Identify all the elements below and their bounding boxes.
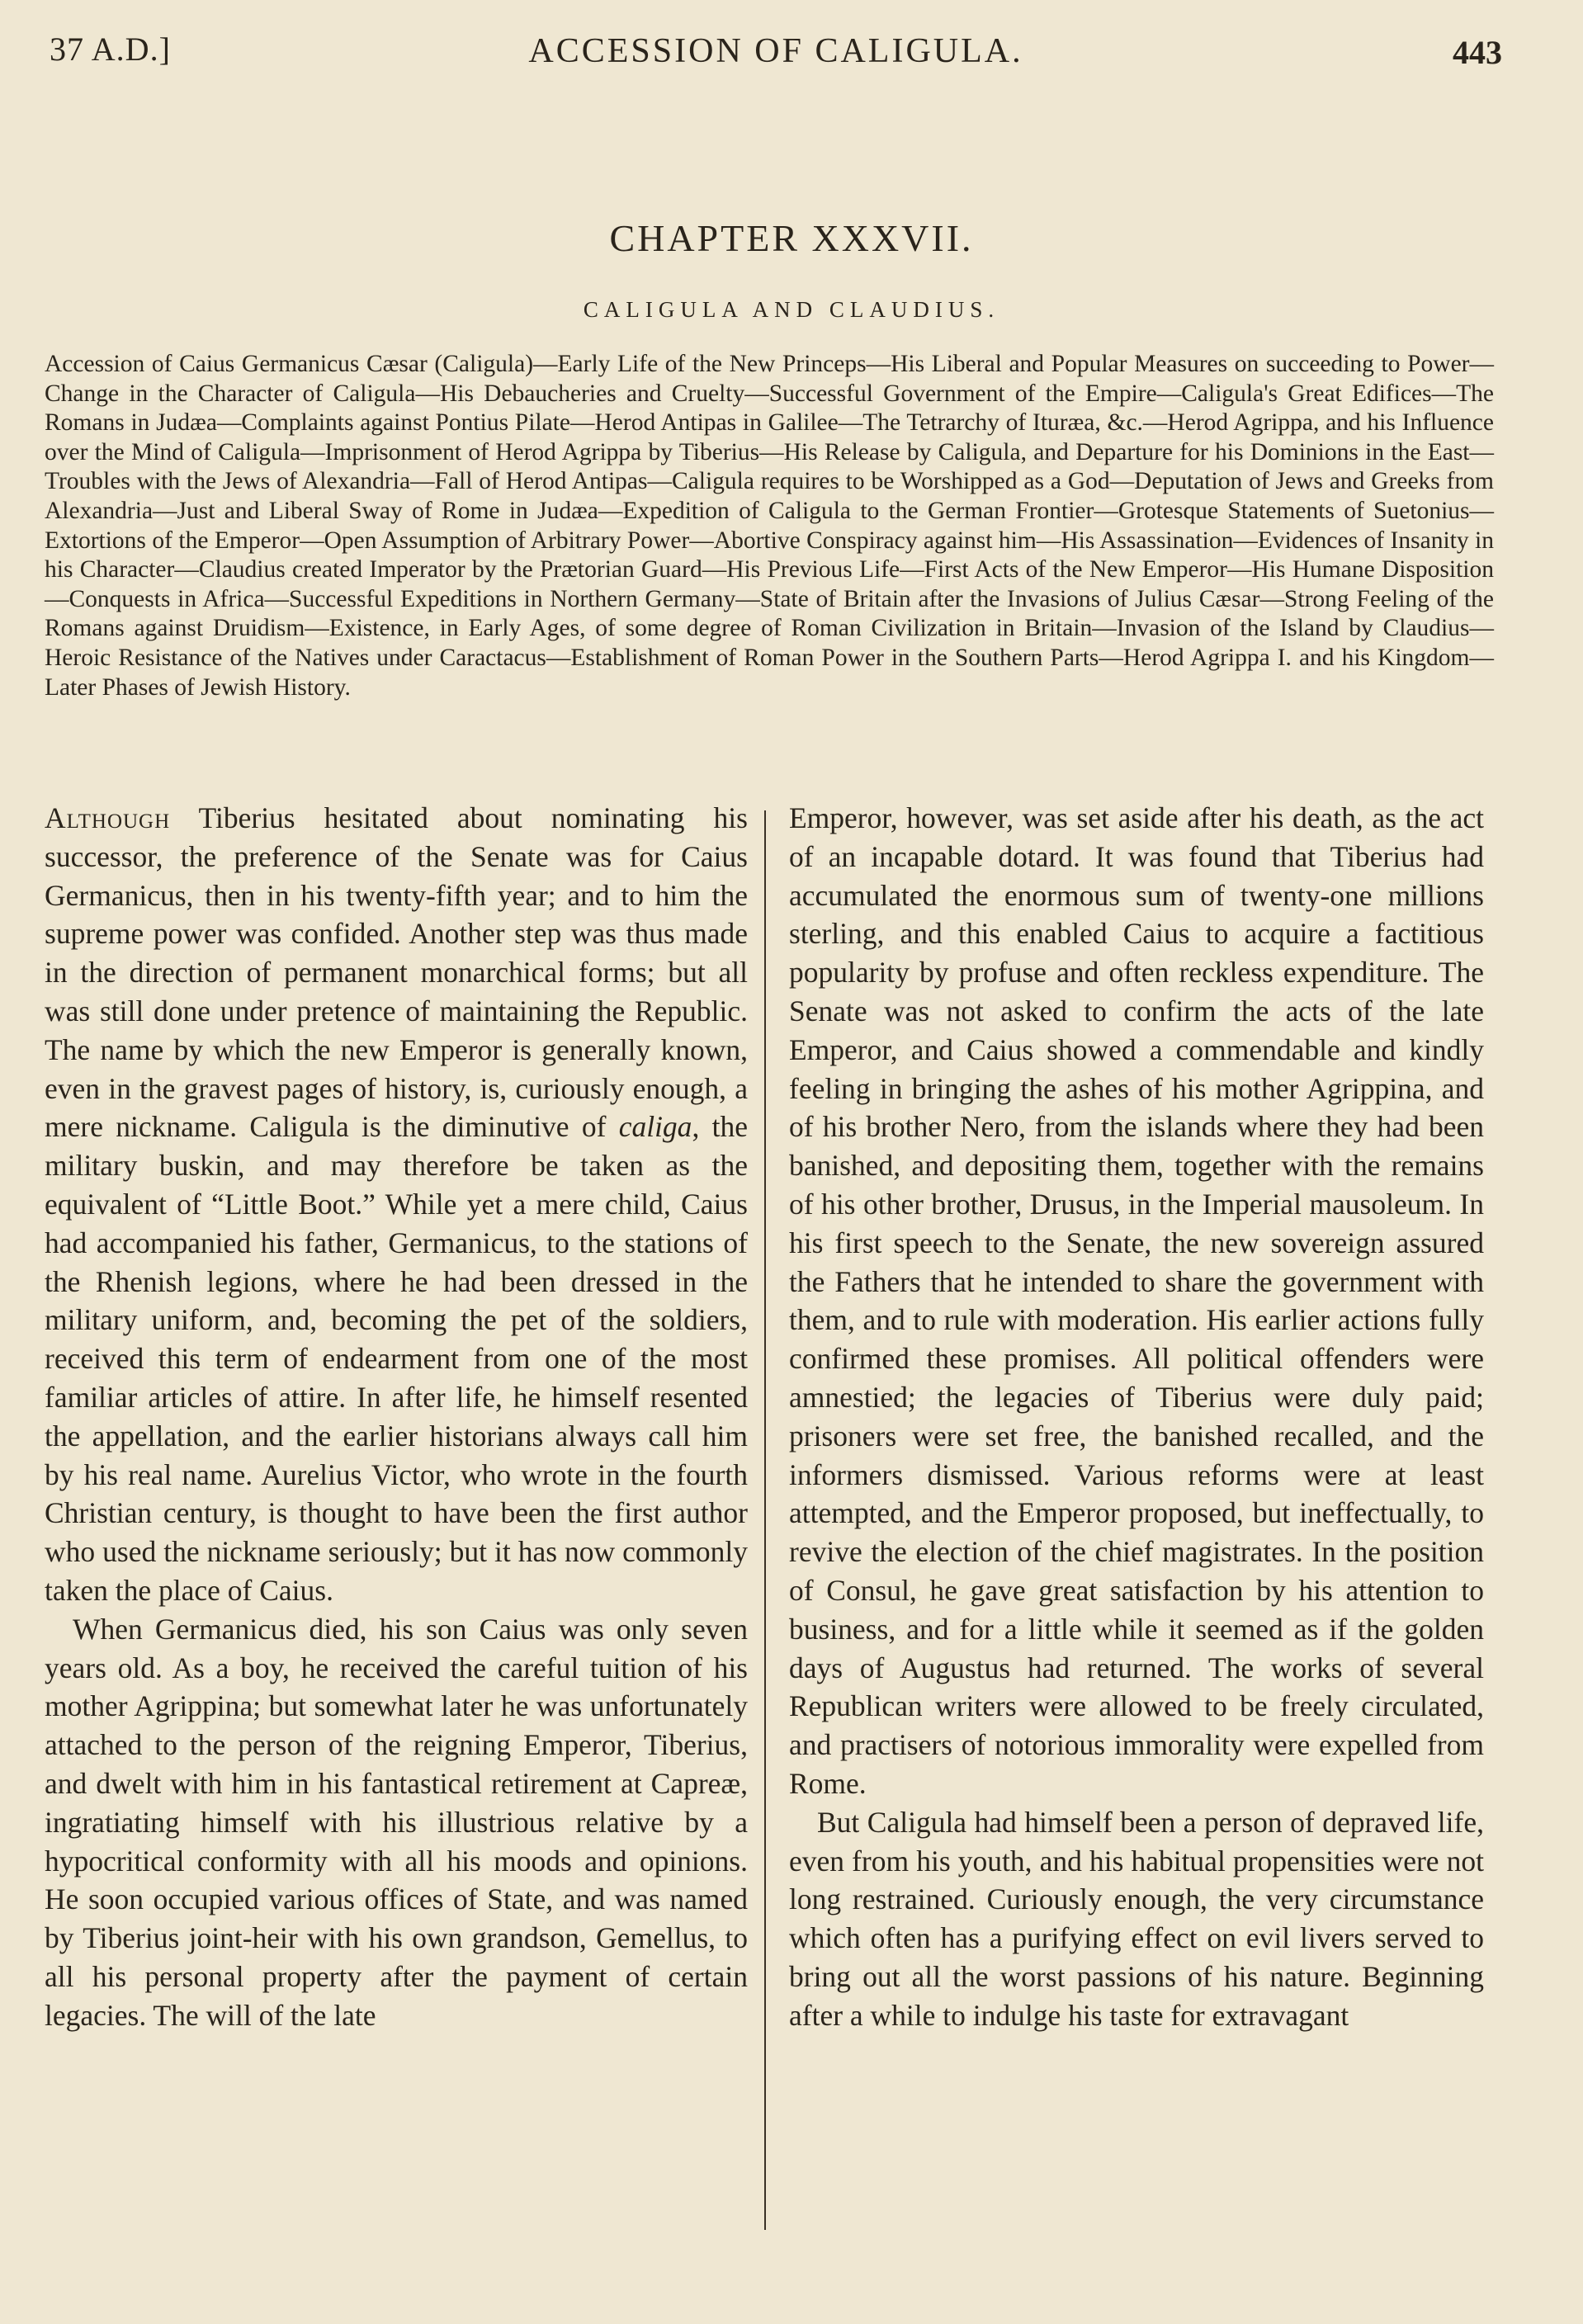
chapter-title: CHAPTER XXXVII. [609,217,974,259]
year-marker: 37 A.D.] [50,31,171,68]
paragraph: But Caligula had himself been a person of depraved life, even from his youth, and his habitual propensities were not long restrained. Curiously enough, the very circumstance which often has a purifying effect on evil livers served to bring out all the worst passions of his nature. Beginning after a while to indulge his taste for extravagant [789,1805,1484,2032]
chapter-synopsis: Accession of Caius Germanicus Cæsar (Caligula)—Early Life of the New Princeps—His Liberal and Popular Measures on succeeding to Power—Change in the Character of Caligula—His Debaucheries and Cruelty—Successful Government of the Empire—Caligula's Great Edifices—The Romans in Judæa—Complaints against Pontius Pilate—Herod Antipas in Galilee—The Tetrarchy of Ituræa, &c.—Herod Agrippa, and his Influence over the Mind of Caligula—Imprisonment of Herod Agrippa by Tiberius—His Release by Caligula, and Departure for his Dominions in the East—Troubles with the Jews of Alexandria—Fall of Herod Antipas—Caligula requires to be Worshipped as a God—Deputation of Jews and Greeks from Alexandria—Just and Liberal Sway of Rome in Judæa—Expedition of Caligula to the German Frontier—Grotesque Statements of Suetonius—Extortions of the Emperor—Open Assumption of Arbitrary Power—Abortive Conspiracy against him—His Assassination—Evidences of Insanity in his Character—Claudius created Imperator by the Prætorian Guard—His Previous Life—First Acts of the New Emperor—His Humane Disposition—Conquests in Africa—Successful Expeditions in Northern Germany—State of Britain after the Invasions of Julius Cæsar—Strong Feeling of the Romans against Druidism—Existence, in Early Ages, of some degree of Roman Civilization in Britain—Invasion of the Island by Claudius—Heroic Resistance of the Natives under Caractacus—Establishment of Roman Power in the Southern Parts—Herod Agrippa I. and his Kingdom—Later Phases of Jewish History. [45,351,1494,701]
paragraph: Emperor, however, was set aside after his death, as the act of an incapable dotard. It was found that Tiberius had accumulated the enormous sum of twenty-one millions sterling, and this enabled Caius to acquire a factitious popularity by profuse and often reckless expenditure. The Senate was not asked to confirm the acts of the late Emperor, and Caius showed a commendable and kindly feeling in bringing the ashes of his mother Agrippina, and of his brother Nero, from the islands where they had been banished, and depositing them, together with the remains of his other brother, Drusus, in the Imperial mausoleum. In his first speech to the Senate, the new sovereign assured the Fathers that he intended to share the government with them, and to rule with moderation. His earlier actions fully confirmed these promises. All political offenders were amnestied; the legacies of Tiberius were duly paid; prisoners were set free, the banished recalled, and the informers dismissed. Various reforms were at least attempted, and the Emperor proposed, but ineffectually, to revive the election of the chief magistrates. In the position of Consul, he gave great satisfaction by his attention to business, and for a little while it seemed as if the golden days of Augustus had returned. The works of several Republican writers were allowed to be freely circulated, and practisers of notorious immorality were expelled from Rome. [789,801,1484,1800]
paragraph [45,799,748,1610]
running-head [50,30,1502,79]
chapter-subtitle: CALIGULA AND CLAUDIUS. [583,297,1000,322]
running-title: ACCESSION OF CALIGULA. [528,32,1023,70]
italic-term: caliga [618,1110,692,1144]
opening-word: Although [45,801,171,834]
column-divider [764,810,766,2230]
right-column [789,799,1484,2035]
paragraph-text: Tiberius hesitated about nominating his successor, the preference of the Senate was for Caius Germanicus, then in his twenty-fifth year; and to him the supreme power was confided. Another step was thus made in the direction of permanent monarchical forms; but all was still done under pretence of maintaining the Republic. The name by which the new Emperor is generally known, even in the gravest pages of history, is, curiously enough, a mere nickname. Caligula is the diminutive of [45,801,748,1144]
paragraph-text: , the military buskin, and may therefore be taken as the equivalent of “Little Boot.” While yet a mere child, Caius had accompanied his father, Germanicus, to the stations of the Rhenish legions, where he had been dressed in the military uniform, and, becoming the pet of the soldiers, received this term of endearment from one of the most familiar articles of attire. In after life, he himself resented the appellation, and the earlier historians always call him by his real name. Aurelius Victor, who wrote in the fourth Christian century, is thought to have been the first author who used the nickname seriously; but it has now commonly taken the place of Caius. [45,1110,748,1607]
left-column [45,799,748,2035]
page-number: 443 [1453,34,1502,71]
paragraph: When Germanicus died, his son Caius was only seven years old. As a boy, he received the careful tuition of his mother Agrippina; but somewhat later he was unfortunately attached to the person of the reigning Emperor, Tiberius, and dwelt with him in his fantastical retirement at Capreæ, ingratiating himself with his illustrious relative by a hypocritical conformity with all his moods and opinions. He soon occupied various offices of State, and was named by Tiberius joint-heir with his own grandson, Gemellus, to all his personal property after the payment of certain legacies. The will of the late [45,1612,748,2032]
